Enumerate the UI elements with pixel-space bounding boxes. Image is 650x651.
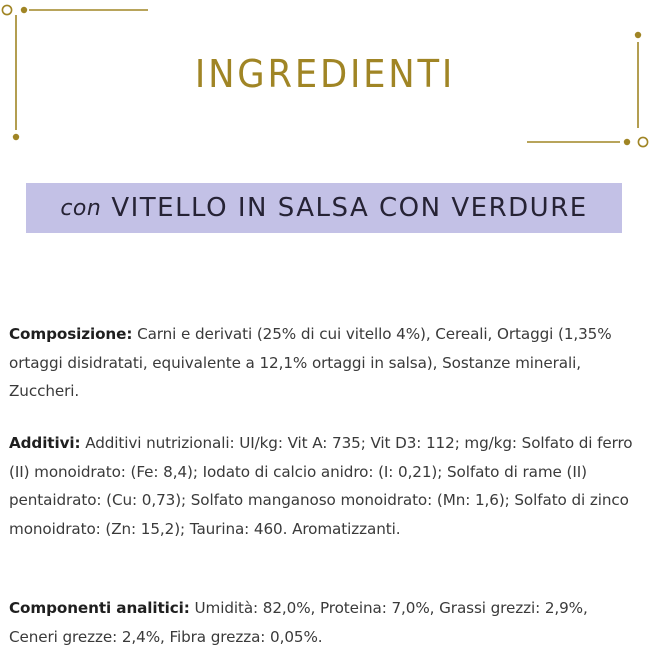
additives-label: Additivi: [9, 434, 81, 452]
analytical-components-section [9, 594, 641, 651]
product-name-banner [26, 183, 622, 233]
analytical-components-text: Umidità: 82,0%, Proteina: 7,0%, Grassi grezzi: 2,9%, Ceneri grezze: 2,4%, Fibra grezza: 0,05%. [9, 599, 588, 646]
page-title: INGREDIENTI [194, 52, 456, 96]
product-name: VITELLO IN SALSA CON VERDURE [111, 193, 588, 223]
additives-section [9, 429, 641, 543]
analytical-components-label: Componenti analitici: [9, 599, 190, 617]
composition-label: Composizione: [9, 325, 133, 343]
additives-text: Additivi nutrizionali: UI/kg: Vit A: 735; Vit D3: 112; mg/kg: Solfato di ferro (II) monoidrato: (Fe: 8,4); Iodato di calcio anidro: (I: 0,21); Solfato di rame (II) pentaidrato: (Cu: 0,73); Solfato manganoso monoidrato: (Mn: 1,6); Solfato di zinco monoidrato: (Zn: 15,2); Taurina: 460. Aromatizzanti. [9, 434, 633, 538]
composition-text: Carni e derivati (25% di cui vitello 4%), Cereali, Ortaggi (1,35% ortaggi disidratati, equivalente a 12,1% ortaggi in salsa), Sostanze minerali, Zuccheri. [9, 325, 612, 400]
product-name-prefix: con [60, 195, 102, 221]
composition-section [9, 320, 641, 406]
